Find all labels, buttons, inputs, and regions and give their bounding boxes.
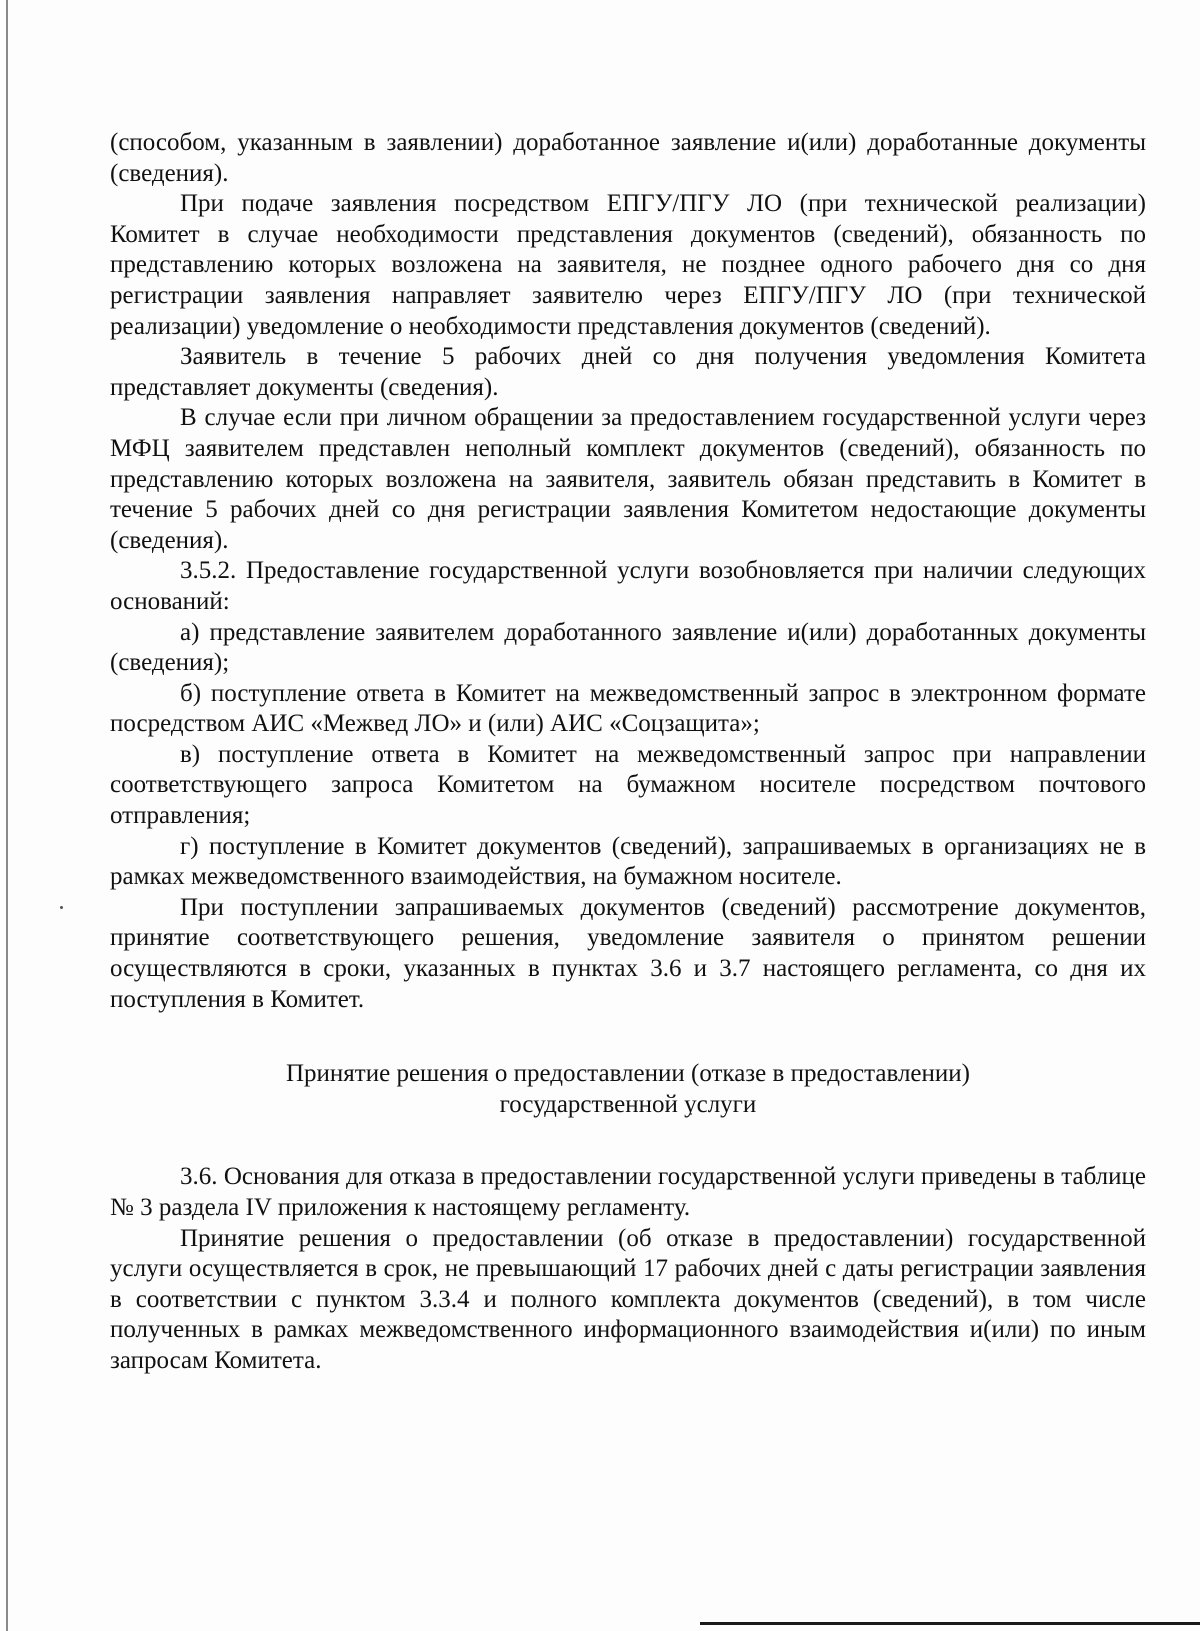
list-item-b: б) поступление ответа в Комитет на межведомственный запрос в электронном формате посредством АИС «Межвед ЛО» и (или) АИС «Соцзащита»; [110, 679, 1146, 738]
document-body [110, 128, 1146, 1377]
section-heading [110, 1059, 1146, 1120]
scan-edge-bottom [700, 1622, 1200, 1625]
list-item-g: г) поступление в Комитет документов (сведений), запрашиваемых в организациях не в рамках межведомственного взаимодействия, на бумажном носителе. [110, 832, 1146, 891]
paragraph-3-5-2: 3.5.2. Предоставление государственной услуги возобновляется при наличии следующих оснований: [110, 557, 1146, 615]
list-item-a: а) представление заявителем доработанного заявление и(или) доработанных документы (сведения); [110, 618, 1146, 677]
list-item-v: в) поступление ответа в Комитет на межведомственный запрос при направлении соответствующего запроса Комитетом на бумажном носителе посредством почтового отправления; [110, 740, 1146, 830]
paragraph-continuation: (способом, указанным в заявлении) доработанное заявление и(или) доработанные документы (сведения). [110, 129, 1146, 187]
section-heading-line-2: государственной услуги [499, 1090, 757, 1118]
paragraph-applicant-deadline: Заявитель в течение 5 рабочих дней со дня получения уведомления Комитета представляет документы (сведения). [110, 343, 1146, 401]
paragraph-mfc-incomplete: В случае если при личном обращении за предоставлением государственной услуги через МФЦ заявителем представлен неполный комплект документов (сведений), обязанность по представлению которых возложена на заявителя, заявитель обязан представить в Комитет в течение 5 рабочих дней со дня регистрации заявления Комитетом недостающие документы (сведения). [110, 404, 1146, 554]
scan-edge-left [6, 0, 8, 1631]
section-heading-line-1: Принятие решения о предоставлении (отказе в предоставлении) [286, 1060, 970, 1088]
paragraph-on-receipt: При поступлении запрашиваемых документов (сведений) рассмотрение документов, принятие соответствующего решения, уведомление заявителя о принятом решении осуществляются в сроки, указанных в пунктах 3.6 и 3.7 настоящего регламента, со дня их поступления в Комитет. [110, 893, 1146, 1013]
paragraph-3-6: 3.6. Основания для отказа в предоставлении государственной услуги приведены в таблице № 3 раздела IV приложения к настоящему регламенту. [110, 1163, 1146, 1221]
scan-speck [60, 906, 63, 909]
paragraph-decision-deadline: Принятие решения о предоставлении (об отказе в предоставлении) государственной услуги осуществляется в срок, не превышающий 17 рабочих дней с даты регистрации заявления в соответствии с пунктом 3.3.4 и полного комплекта документов (сведений), в том числе полученных в рамках межведомственного информационного взаимодействия и(или) по иным запросам Комитета. [110, 1224, 1146, 1374]
paragraph-epgu-submission: При подаче заявления посредством ЕПГУ/ПГУ ЛО (при технической реализации) Комитет в случае необходимости представления документов (сведений), обязанность по представлению которых возложена на заявителя, не позднее одного рабочего дня со дня регистрации заявления направляет заявителю через ЕПГУ/ПГУ ЛО (при технической реализации) уведомление о необходимости представления документов (сведений). [110, 190, 1146, 340]
